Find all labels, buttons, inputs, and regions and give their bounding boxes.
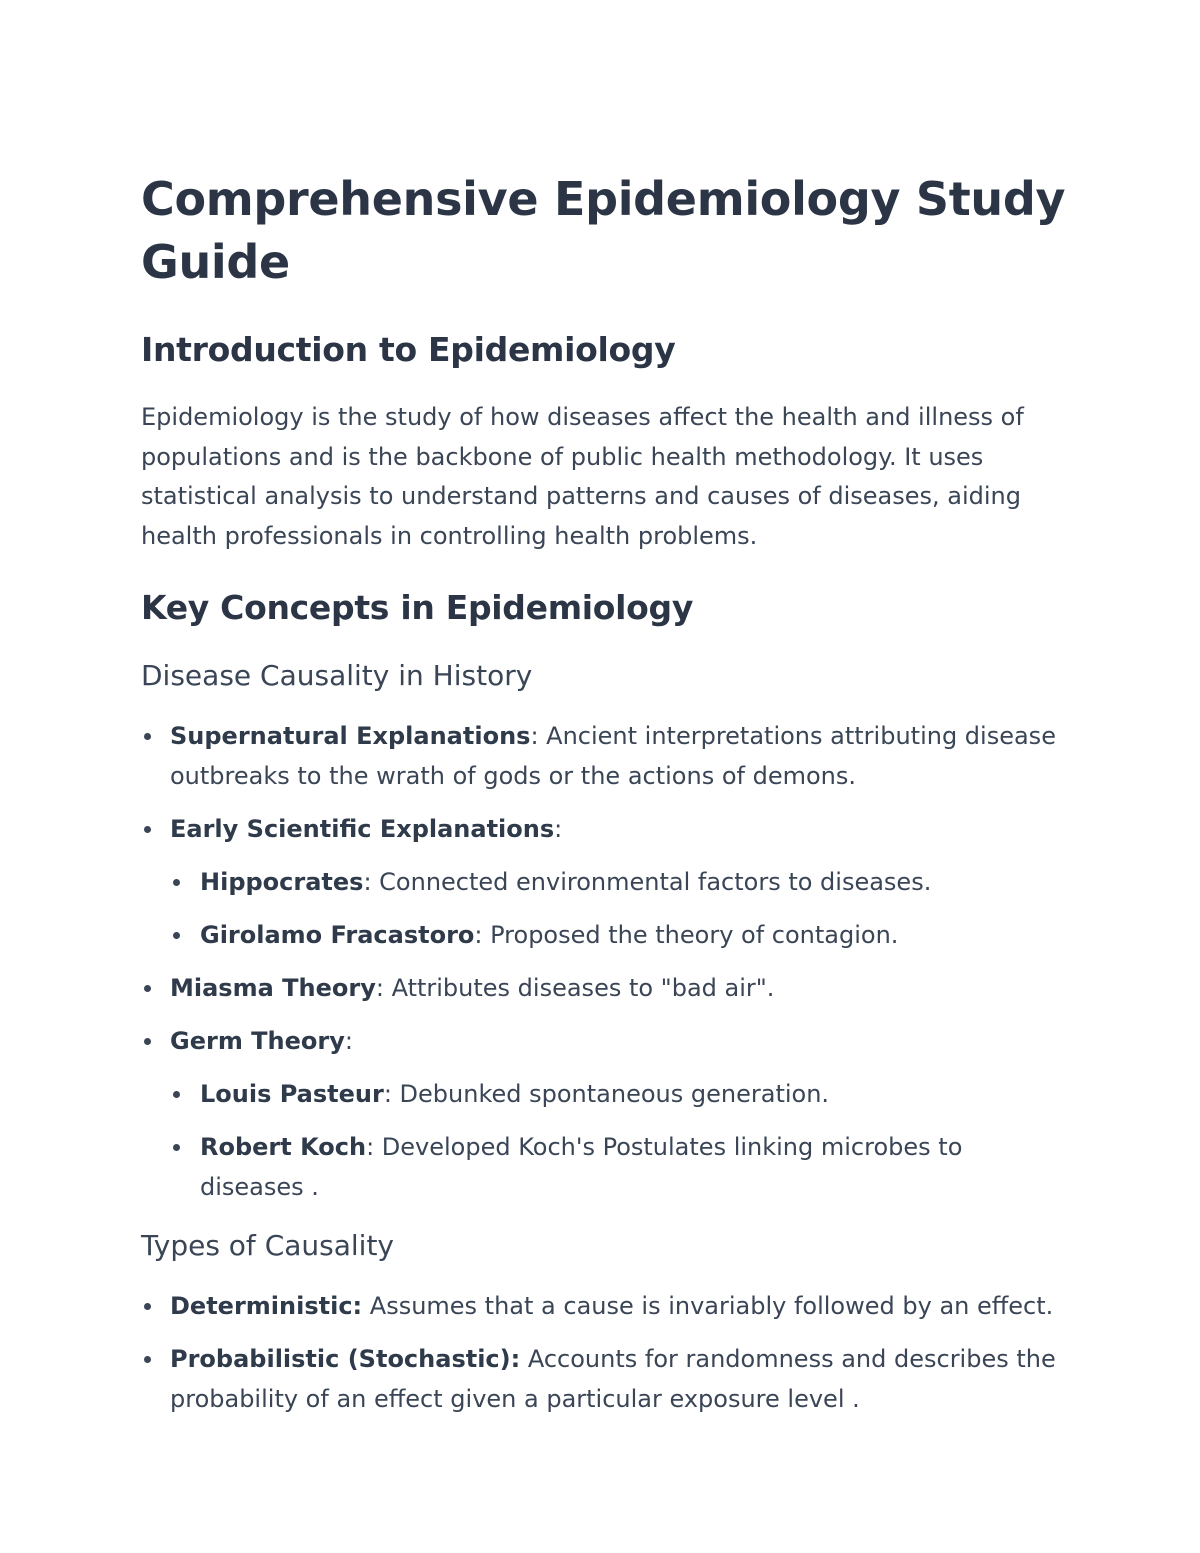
list-item — [141, 1021, 1070, 1207]
document-title: Comprehensive Epidemiology Study Guide — [141, 172, 1066, 289]
intro-heading: Introduction to Epidemiology — [141, 330, 676, 369]
list-item-term: Germ Theory — [170, 1027, 345, 1055]
intro-paragraph: Epidemiology is the study of how diseases affect the health and illness of populations and is the backbone of public health methodology. It uses statistical analysis to understand patterns and causes of diseases, aiding health professionals in controlling health problems. — [141, 403, 1024, 550]
sub-list-item — [170, 915, 1070, 955]
list-item-term: Supernatural Explanations — [170, 722, 531, 750]
sub-list — [170, 1074, 1070, 1207]
list-item-text: : — [554, 815, 563, 843]
list-item-text: Assumes that a cause is invariably followed by an effect. — [362, 1292, 1054, 1320]
list-item-text: : Connected environmental factors to diseases. — [363, 868, 932, 896]
history-list — [141, 716, 1070, 1207]
list-item — [141, 716, 1070, 796]
sub-list-item — [170, 1127, 1070, 1207]
list-item-term: Probabilistic (Stochastic): — [170, 1345, 521, 1373]
list-item-term: Hippocrates — [200, 868, 364, 896]
list-item — [141, 1286, 1070, 1326]
types-list — [141, 1286, 1070, 1419]
list-item-term: Girolamo Fracastoro — [200, 921, 475, 949]
sub-list-item — [170, 862, 1070, 902]
list-item — [141, 968, 1070, 1008]
list-item — [141, 809, 1070, 955]
list-item-term: Louis Pasteur — [200, 1080, 384, 1108]
list-item-term: Miasma Theory — [170, 974, 376, 1002]
list-item-term: Deterministic: — [170, 1292, 363, 1320]
list-item-term: Early Scientific Explanations — [170, 815, 555, 843]
sub-list-item — [170, 1074, 1070, 1114]
key-concepts-heading: Key Concepts in Epidemiology — [141, 588, 694, 627]
list-item-text: : Attributes diseases to "bad air". — [375, 974, 775, 1002]
list-item-text: : Proposed the theory of contagion. — [474, 921, 899, 949]
list-item-text: : Debunked spontaneous generation. — [383, 1080, 830, 1108]
list-item-text: : — [344, 1027, 353, 1055]
history-subheading: Disease Causality in History — [141, 659, 533, 692]
sub-list — [170, 862, 1070, 955]
list-item — [141, 1339, 1070, 1419]
list-item-text: Accounts for randomness and describes the probability of an effect given a particular exposure level . — [170, 1345, 1056, 1413]
list-item-text: : Ancient interpretations attributing disease outbreaks to the wrath of gods or the actions of demons. — [170, 722, 1056, 790]
list-item-term: Robert Koch — [200, 1133, 367, 1161]
list-item-text: : Developed Koch's Postulates linking microbes to diseases . — [200, 1133, 963, 1201]
types-subheading: Types of Causality — [141, 1229, 394, 1262]
